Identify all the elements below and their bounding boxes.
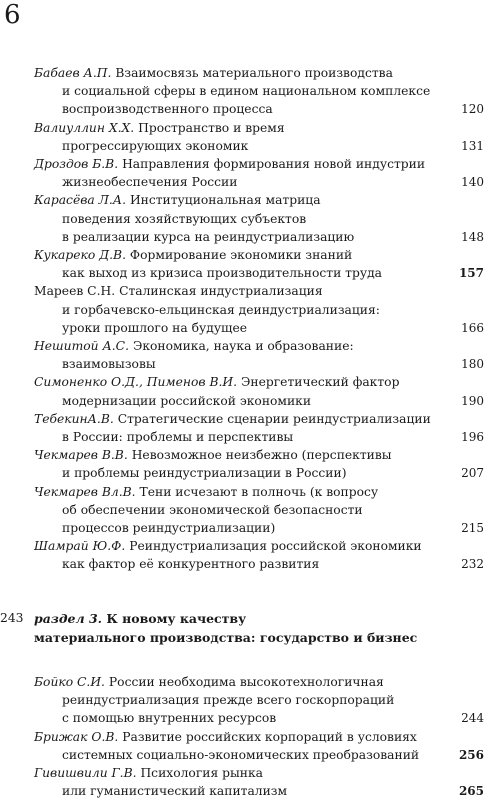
entry-title-line: прогрессирующих экономик — [62, 138, 249, 153]
section-label: раздел 3. — [34, 611, 103, 626]
entry-author: Шамрай Ю.Ф. — [34, 539, 126, 554]
entry-page-number: 207 — [461, 466, 484, 481]
entry-title-line: системных социально-экономических преобразований — [62, 747, 420, 762]
entry-title-line: и проблемы реиндустриализации в России) — [62, 466, 347, 481]
toc-entry — [34, 410, 484, 446]
toc-entry — [34, 337, 484, 373]
entry-title-line: Пространство и время — [138, 120, 285, 135]
entry-author: ТебекинА.В. — [34, 411, 114, 426]
entry-page-number: 256 — [458, 747, 484, 762]
toc-entry — [34, 282, 484, 337]
entry-title-line: с помощью внутренних ресурсов — [62, 711, 277, 726]
entry-title-line: Психология рынка — [140, 766, 263, 781]
entry-title-line: Развитие российских корпораций в условиях — [122, 729, 417, 744]
toc-entry — [34, 191, 484, 246]
page-number: 6 — [4, 0, 21, 30]
entry-title-line: Реиндустриализация российской экономики — [129, 539, 422, 554]
entry-author: Чекмарев Вл.В. — [34, 484, 136, 499]
toc-entry — [34, 673, 484, 728]
entry-title-line: Направления формирования новой индустрии — [122, 157, 426, 172]
entry-title-line: в России: проблемы и перспективы — [62, 430, 294, 445]
entry-title-line: уроки прошлого на будущее — [62, 320, 248, 335]
entry-title-line: жизнеобеспечения России — [62, 175, 238, 190]
toc-entry — [34, 537, 484, 573]
entry-title-line: Сталинская индустриализация — [119, 284, 323, 299]
entry-title-line: и горбачевско-ельцинская деиндустриализация: — [62, 302, 380, 317]
entry-page-number: 140 — [461, 175, 484, 190]
section-page-number: 243 — [0, 611, 24, 625]
entry-title-line: и социальной сферы в едином национальном комплексе — [62, 84, 431, 99]
toc-entry — [34, 446, 484, 482]
entry-title-line: Формирование экономики знаний — [129, 248, 353, 263]
entry-author: Бойко С.И. — [34, 675, 105, 689]
toc-entry — [34, 483, 484, 538]
entry-page-number: 131 — [461, 138, 484, 153]
entry-page-number: 244 — [461, 711, 484, 726]
section-title-line1: К новому качеству — [106, 611, 247, 626]
entry-page-number: 190 — [461, 393, 484, 408]
entry-author: Карасёва Л.А. — [34, 193, 127, 208]
entry-author: Бабаев А.П. — [34, 66, 112, 80]
toc-entry — [34, 64, 484, 119]
entry-page-number: 166 — [461, 320, 484, 335]
toc-entry — [34, 155, 484, 191]
toc-entry — [34, 119, 484, 155]
entry-author: Кукареко Д.В. — [34, 248, 126, 263]
entry-title-line: об обеспечении экономической безопасности — [62, 502, 363, 517]
entry-page-number: 148 — [461, 229, 484, 244]
entry-page-number: 196 — [461, 430, 484, 445]
entry-page-number: 232 — [461, 557, 484, 572]
section-title-line2: материального производства: государство и бизнес — [34, 630, 418, 645]
entry-title-line: реиндустриализация прежде всего госкорпораций — [62, 693, 395, 708]
entry-title-line: Институциональная матрица — [129, 193, 321, 208]
entry-page-number: 180 — [461, 357, 484, 372]
entry-title-line: Тени исчезают в полночь (к вопросу — [139, 484, 379, 499]
entry-title-line: Невозможное неизбежно (перспективы — [131, 448, 392, 463]
entry-title-line: в реализации курса на реиндустриализацию — [62, 229, 355, 244]
toc-entry — [34, 764, 484, 800]
toc-entry — [34, 728, 484, 764]
entry-title-line: Энергетический фактор — [240, 375, 400, 390]
section-title — [34, 609, 417, 647]
table-of-contents-section-3 — [34, 673, 484, 800]
entry-author: Валиуллин Х.Х. — [34, 120, 135, 135]
table-of-contents — [34, 64, 484, 574]
entry-page-number: 120 — [461, 102, 484, 117]
entry-author: Нешитой А.С. — [34, 339, 130, 354]
entry-title-line: Взаимосвязь материального производства — [115, 66, 393, 80]
entry-author: Чекмарев В.В. — [34, 448, 128, 463]
entry-author: Гивишвили Г.В. — [34, 766, 137, 781]
entry-title-line: взаимовызовы — [62, 357, 156, 372]
entry-title-line: Стратегические сценарии реиндустриализации — [117, 411, 431, 426]
entry-title-line: модернизации российской экономики — [62, 393, 312, 408]
toc-entry — [34, 246, 484, 282]
entry-title-line: Экономика, наука и образование: — [132, 339, 354, 354]
entry-title-line: как фактор её конкурентного развития — [62, 557, 320, 572]
entry-title-line: как выход из кризиса производительности труда — [62, 266, 382, 281]
toc-entry — [34, 373, 484, 409]
entry-title-line: воспроизводственного процесса — [62, 102, 273, 117]
entry-author: Дроздов Б.В. — [34, 157, 119, 172]
entry-page-number: 157 — [458, 266, 484, 281]
entry-author: Симоненко О.Д., Пименов В.И. — [34, 375, 238, 390]
entry-page-number: 215 — [461, 521, 484, 536]
entry-title-line: процессов реиндустриализации) — [62, 521, 276, 536]
entry-title-line: или гуманистический капитализм — [62, 784, 288, 799]
entry-page-number: 265 — [458, 784, 484, 799]
entry-author: Мареев С.Н. — [34, 284, 116, 299]
entry-title-line: России необходима высокотехнологичная — [108, 675, 384, 689]
entry-title-line: поведения хозяйствующих субъектов — [62, 211, 307, 226]
entry-author: Брижак О.В. — [34, 729, 119, 744]
